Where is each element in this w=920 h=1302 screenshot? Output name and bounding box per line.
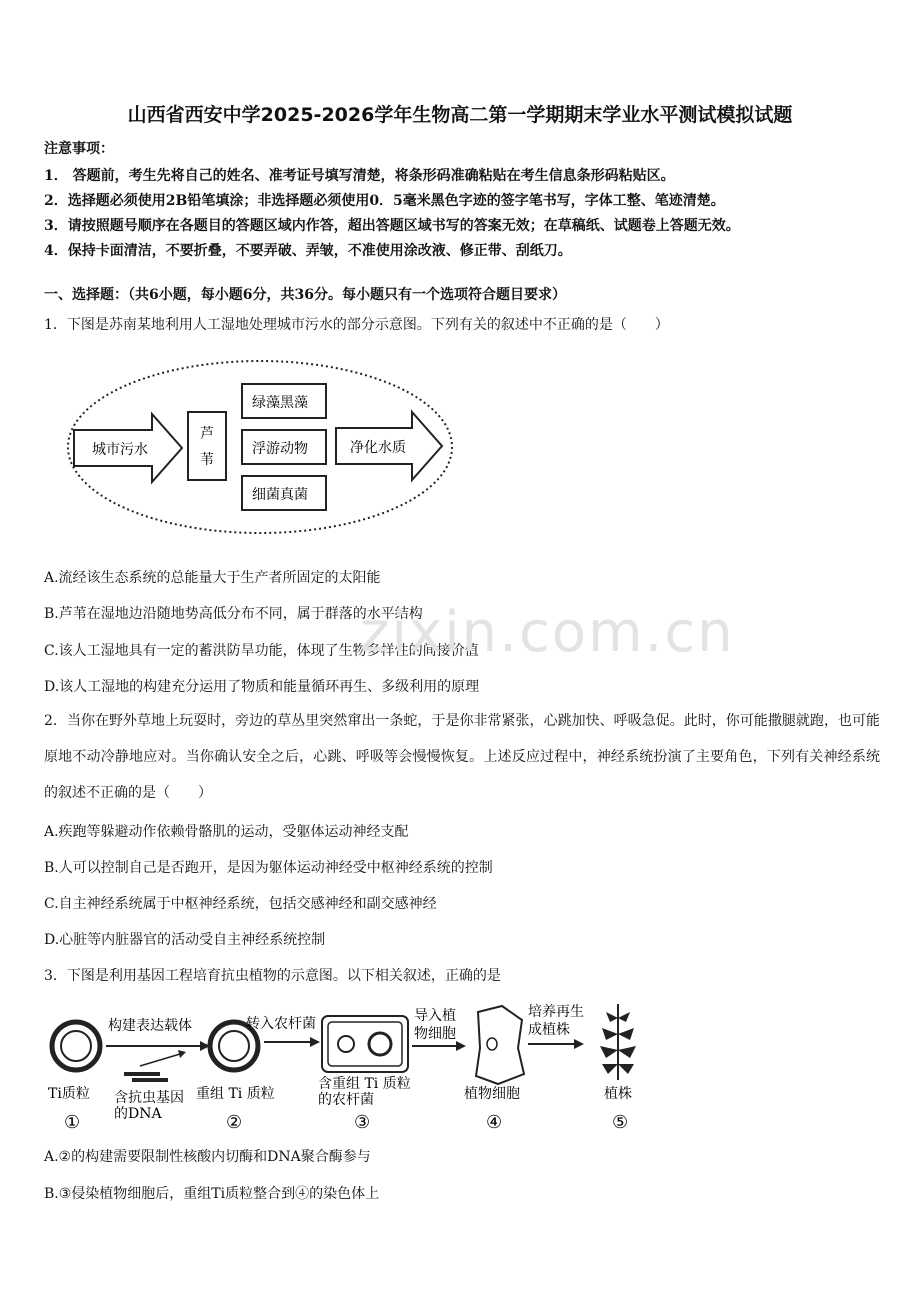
- q2-option-b: B.人可以控制自己是否跑开，是因为躯体运动神经受中枢神经系统的控制: [44, 860, 493, 876]
- label-ti-plasmid: Ti质粒: [48, 1086, 90, 1102]
- dna-fragment-icon: [124, 1072, 160, 1076]
- q3-option-b: B.③侵染植物细胞后，重组Ti质粒整合到④的染色体上: [44, 1186, 380, 1202]
- step2-label: 转入农杆菌: [246, 1016, 316, 1032]
- step4-label-b: 成植株: [528, 1022, 570, 1038]
- q2-option-c: C.自主神经系统属于中枢神经系统，包括交感神经和副交感神经: [44, 896, 437, 912]
- q3-stem: 3．下图是利用基因工程培育抗虫植物的示意图。以下相关叙述，正确的是: [44, 968, 501, 984]
- algae-label: 绿藻黑藻: [252, 395, 308, 411]
- step4-label-a: 培养再生: [528, 1004, 584, 1020]
- num-1: ①: [64, 1112, 81, 1133]
- notice-item: 1． 答题前，考生先将自己的姓名、准考证号填写清楚，将条形码准确粘贴在考生信息条形码粘贴区。: [44, 168, 675, 184]
- notice-list: [44, 164, 740, 264]
- q2-option-a: A.疾跑等躲避动作依赖骨骼肌的运动，受躯体运动神经支配: [44, 824, 409, 840]
- reed-box: [188, 412, 226, 480]
- bacteria-label: 细菌真菌: [252, 487, 308, 503]
- gene-engineering-diagram: [40, 998, 650, 1138]
- agrobacterium-icon: [322, 1016, 408, 1072]
- section-heading: 一、选择题：（共6小题，每小题6分，共36分。每小题只有一个选项符合题目要求）: [44, 287, 566, 303]
- notice-item: 3．请按照题号顺序在各题目的答题区域内作答，超出答题区域书写的答案无效；在草稿纸、试题卷上答题无效。: [44, 218, 740, 234]
- num-3: ③: [354, 1112, 371, 1133]
- plankton-label: 浮游动物: [252, 441, 308, 457]
- reed-label-2: 苇: [200, 452, 214, 468]
- q1-option-c: C.该人工湿地具有一定的蓄洪防旱功能，体现了生物多样性的间接价值: [44, 643, 479, 659]
- notice-item: 2．选择题必须使用2B铅笔填涂；非选择题必须使用0．5毫米黑色字迹的签字笔书写，字体工整、笔迹清楚。: [44, 193, 725, 209]
- page-title: 山西省西安中学2025-2026学年生物高二第一学期期末学业水平测试模拟试题: [127, 104, 793, 126]
- notice-heading: 注意事项：: [44, 141, 114, 157]
- num-2: ②: [226, 1112, 243, 1133]
- reed-label-1: 芦: [200, 426, 214, 442]
- ti-plasmid-icon: [52, 1022, 100, 1070]
- q1-option-d: D.该人工湿地的构建充分运用了物质和能量循环再生、多级利用的原理: [44, 679, 480, 695]
- q2-stem: 2．当你在野外草地上玩耍时，旁边的草丛里突然窜出一条蛇，于是你非常紧张，心跳加快、呼吸急促。此时，你可能撒腿就跑，也可能原地不动冷静地应对。当你确认安全之后，心跳、呼吸等会慢慢恢复。上述反应过程中，神经系统扮演了主要角色，下列有关神经系统的叙述不正确的是（ ）: [44, 713, 880, 801]
- num-5: ⑤: [612, 1112, 629, 1133]
- label-recombinant: 重组 Ti 质粒: [196, 1086, 275, 1102]
- step1-label: 构建表达载体: [108, 1018, 192, 1034]
- label-plant-cell: 植物细胞: [464, 1086, 520, 1102]
- label-gene-a: 含抗虫基因: [114, 1090, 184, 1106]
- output-label: 净化水质: [350, 440, 406, 456]
- q2-option-d: D.心脏等内脏器官的活动受自主神经系统控制: [44, 932, 326, 948]
- label-gene-b: 的DNA: [114, 1106, 162, 1122]
- label-agro-a: 含重组 Ti 质粒: [318, 1076, 411, 1092]
- input-label: 城市污水: [92, 442, 148, 458]
- num-4: ④: [486, 1112, 503, 1133]
- label-plant: 植株: [604, 1086, 632, 1102]
- plant-cell-icon: [476, 1006, 524, 1084]
- q1-option-a: A.流经该生态系统的总能量大于生产者所固定的太阳能: [44, 570, 381, 586]
- plant-icon: [600, 1004, 636, 1080]
- step3-label-b: 物细胞: [414, 1026, 456, 1042]
- q1-stem: 1．下图是苏南某地利用人工湿地处理城市污水的部分示意图。下列有关的叙述中不正确的是（ ）: [44, 317, 669, 333]
- watermark: zixin.com.cn: [360, 600, 735, 665]
- notice-item: 4．保持卡面清洁，不要折叠，不要弄破、弄皱，不准使用涂改液、修正带、刮纸刀。: [44, 243, 572, 259]
- label-agro-b: 的农杆菌: [318, 1092, 374, 1108]
- wetland-diagram: [60, 352, 460, 542]
- step3-label-a: 导入植: [414, 1008, 456, 1024]
- q3-option-a: A.②的构建需要限制性核酸内切酶和DNA聚合酶参与: [44, 1149, 371, 1165]
- q1-option-b: B.芦苇在湿地边沿随地势高低分布不同，属于群落的水平结构: [44, 606, 423, 622]
